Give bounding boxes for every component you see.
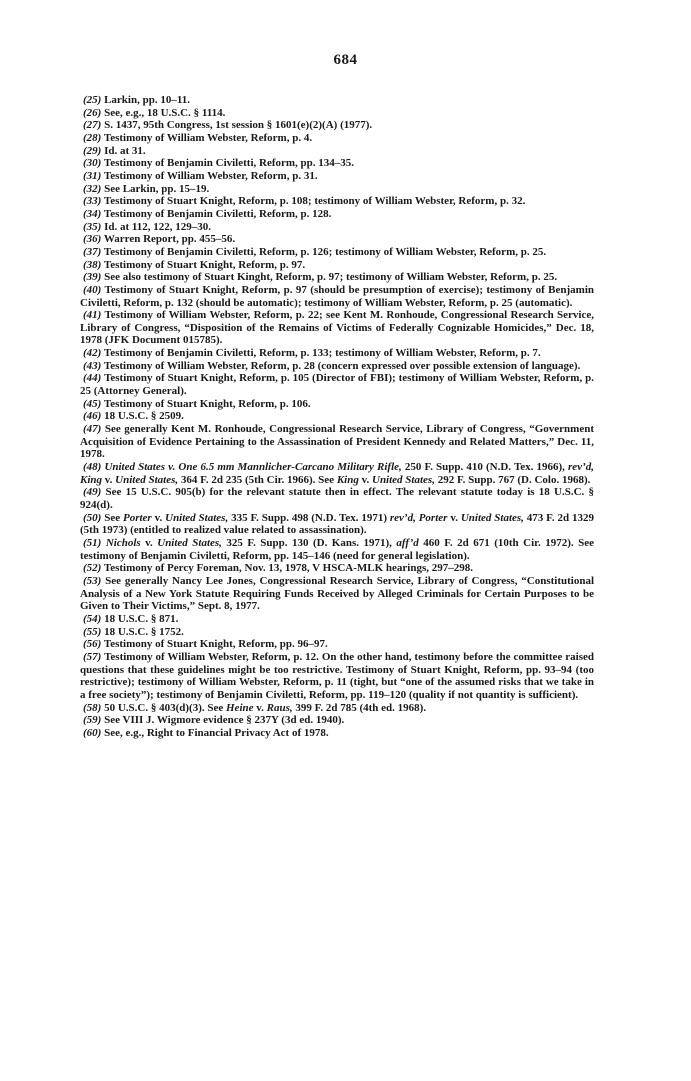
endnote	[80, 562, 594, 575]
endnote-number: (26)	[83, 106, 102, 119]
endnote-number: (53)	[83, 574, 102, 587]
endnote	[80, 486, 594, 511]
case-citation: United States,	[157, 536, 222, 549]
endnote-number: (50)	[83, 511, 102, 524]
endnote	[80, 132, 594, 145]
endnote-text: Testimony of Stuart Knight, Reform, p. 108; testimony of William Webster, Reform, p. 32.	[103, 195, 526, 208]
endnote-number: (46)	[83, 410, 102, 423]
endnote-number: (56)	[83, 638, 102, 651]
endnote-text: v.	[140, 536, 158, 549]
endnote	[80, 372, 594, 397]
endnote	[80, 221, 594, 234]
endnote-number: (47)	[83, 423, 102, 436]
endnote-number: (32)	[83, 182, 102, 195]
endnote	[80, 461, 594, 486]
endnote-text: See also testimony of Stuart Kinght, Reform, p. 97; testimony of William Webster, Reform, p. 25.	[104, 271, 558, 284]
case-citation: rev’d, Porter	[389, 511, 448, 524]
endnote	[80, 702, 594, 715]
endnote	[80, 284, 594, 309]
endnote	[80, 246, 594, 259]
endnote-number: (41)	[83, 309, 102, 322]
endnote-text: S. 1437, 95th Congress, 1st session § 1601(e)(2)(A) (1977).	[104, 119, 373, 132]
endnote	[80, 233, 594, 246]
endnote	[80, 410, 594, 423]
endnote	[80, 157, 594, 170]
endnote-number: (27)	[83, 119, 102, 132]
endnote-text: 18 U.S.C. § 2509.	[104, 410, 184, 423]
endnote	[80, 119, 594, 132]
endnote-number: (44)	[83, 372, 102, 385]
endnote	[80, 651, 594, 702]
endnote-number: (57)	[83, 650, 102, 663]
endnote-number: (31)	[83, 169, 102, 182]
endnote-text: See Larkin, pp. 15–19.	[104, 182, 210, 195]
endnote-text: Testimony of William Webster, Reform, p. 28 (concern expressed over possible extension of language).	[103, 359, 581, 372]
case-citation: United States,	[115, 473, 179, 486]
page-number: 684	[333, 52, 358, 68]
case-citation: Raus,	[266, 701, 293, 714]
endnote-number: (59)	[83, 714, 102, 727]
case-citation: United States,	[460, 511, 524, 524]
endnote	[80, 638, 594, 651]
endnote-text: See VIII J. Wigmore evidence § 237Y (3d ed. 1940).	[104, 714, 345, 727]
endnote-number: (43)	[83, 359, 102, 372]
endnote-text: Testimony of Percy Foreman, Nov. 13, 1978, V HSCA-MLK hearings, 297–298.	[103, 562, 473, 575]
endnote-text: Id. at 112, 122, 129–30.	[104, 220, 212, 233]
endnote	[80, 208, 594, 221]
endnote-text: See	[104, 511, 123, 524]
endnote	[80, 360, 594, 373]
endnote-text: Testimony of Stuart Knight, Reform, p. 97 (should be presumption of exercise); testimony of Benjamin Civiletti, Reform, p. 132 (should be automatic); testimony of William Webster, Reform, p. 25 (automatic).	[80, 283, 594, 309]
endnote-number: (49)	[83, 486, 102, 499]
endnote	[80, 170, 594, 183]
endnote	[80, 309, 594, 347]
endnote-number: (34)	[83, 207, 102, 220]
endnote-number: (52)	[83, 562, 102, 575]
endnote-text: Testimony of William Webster, Reform, p. 31.	[103, 169, 318, 182]
endnote-number: (60)	[83, 726, 102, 739]
endnote-number: (58)	[83, 701, 102, 714]
endnote-number: (33)	[83, 195, 102, 208]
endnote-text: Warren Report, pp. 455–56.	[103, 233, 236, 246]
endnote-number: (35)	[83, 220, 102, 233]
endnotes-list	[80, 94, 594, 739]
endnote	[80, 714, 594, 727]
endnote-text: 325 F. Supp. 130 (D. Kans. 1971),	[221, 536, 397, 549]
endnote-number: (51)	[83, 536, 102, 549]
endnote-number: (45)	[83, 397, 102, 410]
endnote-text: Testimony of Stuart Knight, Reform, pp. 96–97.	[103, 638, 328, 651]
endnote-text: Testimony of Benjamin Civiletti, Reform, p. 128.	[103, 207, 332, 220]
endnote	[80, 423, 594, 461]
endnote-text: 473 F. 2d 1329 (5th 1973) (entitled to realized value related to assassination).	[80, 511, 595, 537]
endnote-text: Testimony of Benjamin Civiletti, Reform, p. 126; testimony of William Webster, Reform, p. 25.	[103, 245, 547, 258]
endnote	[80, 107, 594, 120]
endnote-text: See generally Nancy Lee Jones, Congressional Research Service, Library of Congress, “Constitutional Analysis of a New York Statute Requiring Funds Received by Alleged Criminals for Certain Purposes to be Given to Their Victims,” Sept. 8, 1977.	[80, 574, 594, 613]
endnote-text: Testimony of Benjamin Civiletti, Reform, p. 133; testimony of William Webster, Reform, p. 7.	[103, 347, 541, 360]
case-citation: United States v. One 6.5 mm Mannlicher-Carcano Military Rifle,	[104, 461, 402, 474]
endnote-text: 460 F. 2d 671 (10th Cir. 1972). See testimony of Benjamin Civiletti, Reform, pp. 145–146 (need for general legislation).	[80, 536, 594, 562]
endnote	[80, 613, 594, 626]
case-citation: United States,	[372, 473, 435, 486]
case-citation: Nichols	[105, 536, 141, 549]
endnote-text: 18 U.S.C. § 1752.	[104, 625, 184, 638]
case-citation: aff’d	[396, 536, 419, 549]
endnote	[80, 398, 594, 411]
endnote-number: (40)	[83, 283, 102, 296]
endnote-text: 292 F. Supp. 767 (D. Colo. 1968).	[434, 473, 591, 486]
endnote-text: See 15 U.S.C. 905(b) for the relevant statute then in effect. The relevant statute today is 18 U.S.C. § 924(d).	[80, 486, 594, 511]
endnote-text: Testimony of William Webster, Reform, p. 4.	[103, 131, 313, 144]
endnote	[80, 626, 594, 639]
endnote-text: See, e.g., 18 U.S.C. § 1114.	[104, 106, 226, 119]
endnote-text: v.	[447, 511, 461, 524]
endnote-text: v.	[253, 701, 267, 714]
endnote-text: v.	[102, 473, 116, 486]
case-citation: Porter	[122, 511, 152, 524]
endnote-text: v.	[151, 511, 166, 524]
endnote-text: Larkin, pp. 10–11.	[104, 94, 190, 106]
endnote-text: 364 F. 2d 235 (5th Cir. 1966). See	[178, 473, 337, 486]
endnote-text: v.	[358, 473, 372, 486]
endnote	[80, 537, 594, 562]
endnote-text: 250 F. Supp. 410 (N.D. Tex. 1966),	[401, 461, 569, 474]
endnote	[80, 259, 594, 272]
endnote-text: 18 U.S.C. § 871.	[104, 612, 179, 625]
endnote-number: (30)	[83, 157, 102, 170]
case-citation: United States,	[165, 511, 229, 524]
endnote-text: 50 U.S.C. § 403(d)(3). See	[104, 701, 226, 714]
endnote-text: 399 F. 2d 785 (4th ed. 1968).	[292, 701, 427, 714]
endnote-text: Id. at 31.	[104, 144, 146, 157]
endnote-number: (38)	[83, 258, 102, 271]
endnote	[80, 575, 594, 613]
endnote-text: See generally Kent M. Ronhoude, Congressional Research Service, Library of Congress, “Government Acquisition of Evidence Pertaining to the Assassination of President Kennedy and Related Matters,” Dec. 11, 1978.	[80, 423, 594, 461]
case-citation: King	[336, 473, 359, 486]
endnote-number: (28)	[83, 131, 102, 144]
endnote-number: (48)	[83, 461, 102, 474]
endnote-number: (36)	[83, 233, 102, 246]
endnote	[80, 195, 594, 208]
endnote-number: (42)	[83, 347, 102, 360]
endnote	[80, 94, 594, 107]
endnote	[80, 347, 594, 360]
endnote-text: Testimony of Benjamin Civiletti, Reform, pp. 134–35.	[103, 157, 355, 170]
case-citation: Heine	[226, 701, 254, 714]
endnote-number: (54)	[83, 612, 102, 625]
endnote-number: (37)	[83, 245, 102, 258]
endnote-text: Testimony of Stuart Knight, Reform, p. 97.	[103, 258, 306, 271]
endnote-text: Testimony of William Webster, Reform, p. 12. On the other hand, testimony before the committee raised questions that these guidelines might be too restrictive. Testimony of Stuart Knight, Reform, pp. 93–94 (too restrictive); testimony of William Webster, Reform, p. 11 (tight, but “one of the assumed risks that we take in a free society”); testimony of Benjamin Civiletti, Reform, pp. 119–120 (quality if not quantity is sufficient).	[80, 650, 594, 701]
endnote-number: (39)	[83, 271, 102, 284]
endnote	[80, 271, 594, 284]
endnote	[80, 145, 594, 158]
endnote-number: (29)	[83, 144, 102, 157]
endnote-text: 335 F. Supp. 498 (N.D. Tex. 1971)	[228, 511, 390, 524]
endnote	[80, 183, 594, 196]
endnote-number: (25)	[83, 94, 102, 106]
endnote	[80, 727, 594, 740]
case-citation: rev’d, King	[80, 461, 594, 486]
endnote-text: Testimony of William Webster, Reform, p. 22; see Kent M. Ronhoude, Congressional Research Service, Library of Congress, “Disposition of the Remains of Victims of Federally Cognizable Homicides,” Dec. 18, 1978 (JFK Document 015785).	[80, 309, 595, 347]
endnote-text: Testimony of Stuart Knight, Reform, p. 106.	[103, 397, 311, 410]
endnote	[80, 512, 594, 537]
endnote-number: (55)	[83, 625, 102, 638]
endnote-text: See, e.g., Right to Financial Privacy Act of 1978.	[104, 726, 329, 739]
endnote-text: Testimony of Stuart Knight, Reform, p. 105 (Director of FBI); testimony of William Webster, Reform, p. 25 (Attorney General).	[80, 372, 594, 398]
